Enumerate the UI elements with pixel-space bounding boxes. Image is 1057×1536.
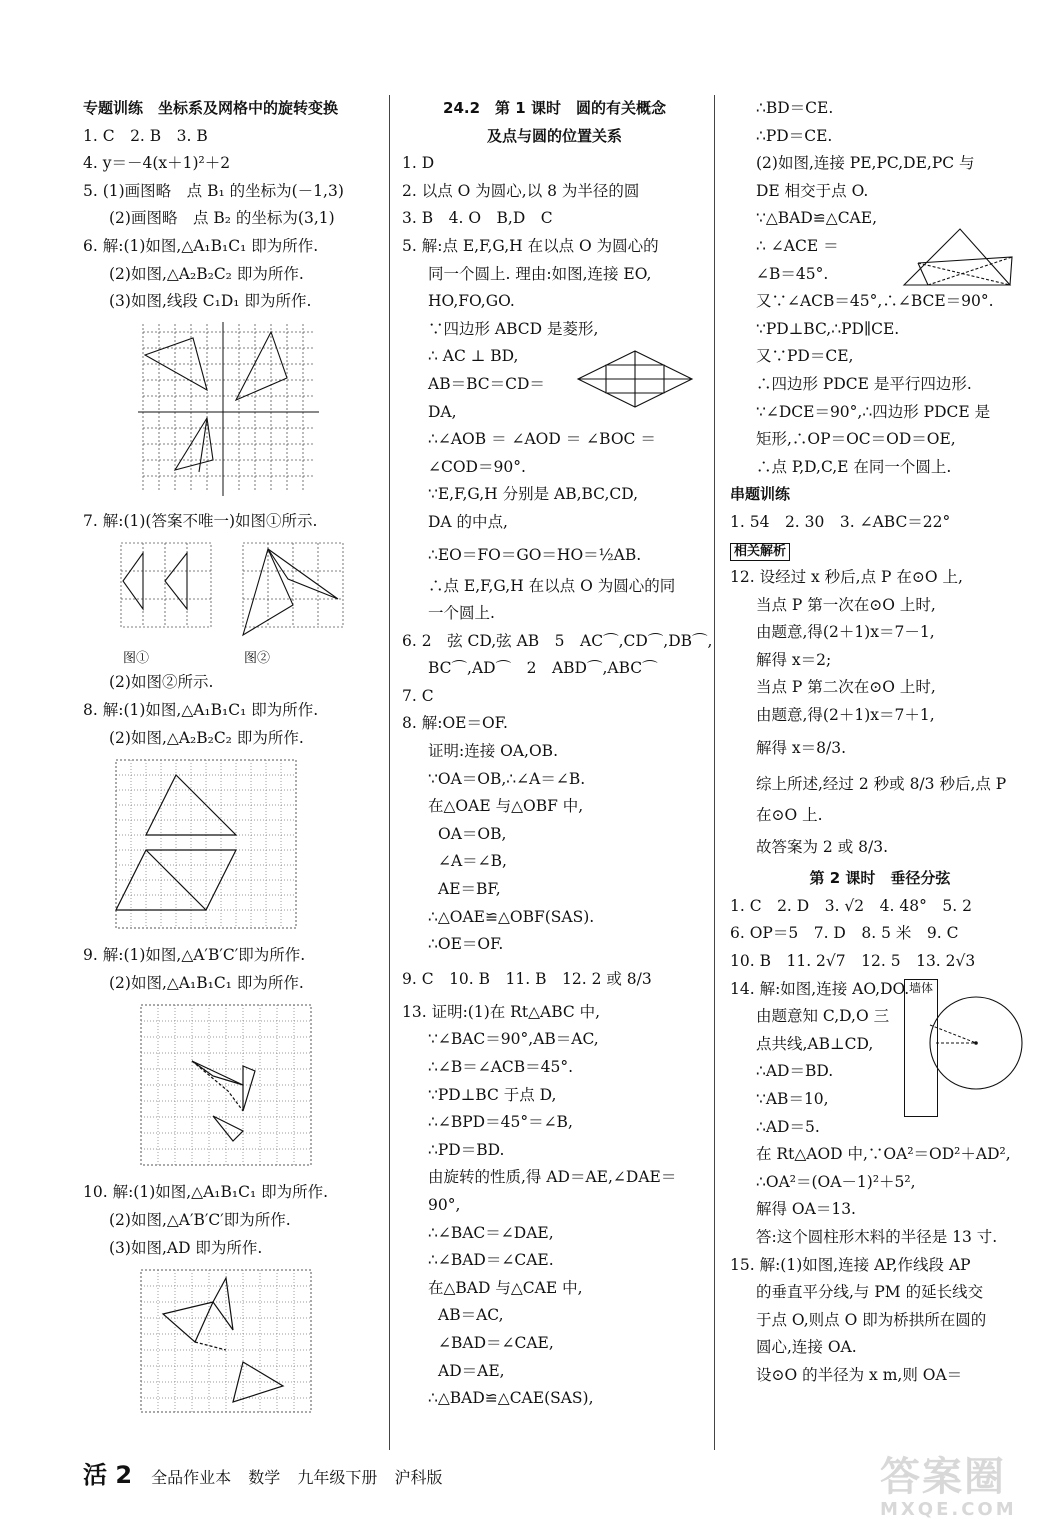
- section-title: 24.2 第 1 课时 圆的有关概念: [443, 99, 666, 117]
- answer-line: ∠COD＝90°.: [428, 457, 526, 476]
- page-footer: [83, 1455, 455, 1490]
- answer-line: (2)画图略 点 B₂ 的坐标为(3,1): [109, 209, 335, 228]
- caption-fig1: 图①: [123, 651, 150, 667]
- related-analysis-tag-row: [730, 537, 1030, 565]
- answer-line: 的垂直平分线,与 PM 的延长线交: [756, 1283, 984, 1302]
- answer-line: ∴BD＝CE.: [756, 99, 834, 117]
- subject: 数学: [248, 1468, 281, 1487]
- figure-q10-grid: [83, 1266, 383, 1416]
- answer-line: 由旋转的性质,得 AD＝AE,∠DAE＝: [428, 1168, 677, 1187]
- column-divider-2: [714, 95, 715, 1450]
- answer-line: 解得 x＝2;: [756, 650, 832, 669]
- answer-line: 综上所述,经过 2 秒或 8/3 秒后,点 P: [756, 774, 1007, 793]
- answer-line: (2)如图,△A₁B₁C₁ 即为所作.: [109, 973, 304, 992]
- answer-line: ∴四边形 PDCE 是平行四边形.: [756, 374, 972, 393]
- figure-circle-wall: [920, 987, 1030, 1107]
- answer-line: ∴△BAD≌△CAE(SAS),: [428, 1389, 594, 1408]
- answer-line: ∴AD＝5.: [756, 1117, 820, 1136]
- answer-line: 于点 O,则点 O 即为桥拱所在圆的: [756, 1310, 987, 1329]
- figure-captions: [83, 647, 383, 669]
- answer-line: 6. 2 弦 CD,弦 AB 5 AC⌒,CD⌒,DB⌒,: [402, 631, 713, 650]
- answer-line: 5. (1)画图略 点 B₁ 的坐标为(－1,3): [83, 181, 344, 200]
- answer-line: 解得 OA＝13.: [756, 1200, 856, 1219]
- answer-line: 又∵∠ACB＝45°,∴∠BCE＝90°.: [756, 292, 994, 311]
- answer-line: ∴∠BAC＝∠DAE,: [428, 1223, 554, 1242]
- answer-line: ∵OA＝OB,∴∠A＝∠B.: [428, 769, 586, 788]
- answer-line: ∴OE＝OF.: [428, 935, 504, 954]
- answer-line: ∴PD＝CE.: [756, 126, 833, 145]
- answer-line: 9. C 10. B 11. B 12. 2 或 8/3: [402, 969, 652, 988]
- answer-line: BC⌒,AD⌒ 2 ABD⌒,ABC⌒: [428, 659, 658, 678]
- system-line: AD＝AE,: [438, 1361, 505, 1380]
- section-title: 专题训练 坐标系及网格中的旋转变换: [83, 99, 339, 117]
- figure-triangle-rectangle: [898, 223, 1023, 293]
- answer-line: ∵∠BAC＝90°,AB＝AC,: [428, 1030, 599, 1049]
- answer-line: (2)如图,连接 PE,PC,DE,PC 与: [756, 154, 975, 173]
- column-2: [402, 95, 713, 1413]
- triangle-block: [730, 205, 1030, 288]
- figure-q6-coordinate-grid: [83, 320, 383, 500]
- answer-line: ∵四边形 ABCD 是菱形,: [428, 319, 599, 338]
- answer-line: 在△OAE 与△OBF 中,: [428, 797, 584, 816]
- answer-line: 10. 解:(1)如图,△A₁B₁C₁ 即为所作.: [83, 1183, 329, 1202]
- answer-line: ∴∠B＝∠ACB＝45°.: [428, 1058, 574, 1076]
- answer-line: 10. B 11. 2√7 12. 5 13. 2√3: [730, 952, 976, 971]
- answer-line: 答:这个圆柱形木料的半径是 13 寸.: [756, 1227, 998, 1246]
- section-title: 第 2 课时 垂径分弦: [809, 869, 951, 888]
- answer-line: (2)如图,△A′B′C′即为所作.: [109, 1210, 291, 1229]
- answer-line: ∴∠AOB ＝ ∠AOD ＝ ∠BOC ＝: [428, 430, 656, 449]
- figure-q9-grid: [83, 1001, 383, 1171]
- answer-line: 13. 证明:(1)在 Rt△ABC 中,: [402, 1002, 601, 1021]
- book-title: 全品作业本: [151, 1468, 232, 1487]
- figure-q8-grid: [83, 756, 383, 934]
- grade: 九年级下册: [297, 1468, 378, 1487]
- answer-line: ∴PD＝BD.: [428, 1140, 505, 1159]
- answer-line: 由题意知 C,D,O 三: [756, 1007, 890, 1026]
- answer-line: 一个圆上.: [428, 604, 495, 623]
- answer-line: ∴∠BAD＝∠CAE.: [428, 1251, 554, 1270]
- answer-line: 当点 P 第二次在⊙O 上时,: [756, 678, 936, 697]
- figure-q7-rotations: [83, 539, 383, 639]
- answer-line: 9. 解:(1)如图,△A′B′C′即为所作.: [83, 946, 306, 965]
- answer-line: ∵E,F,G,H 分别是 AB,BC,CD,: [428, 485, 639, 504]
- answer-line: 1. 54 2. 30 3. ∠ABC＝22°: [730, 512, 951, 531]
- answer-line: 6. OP＝5 7. D 8. 5 米 9. C: [730, 924, 959, 943]
- answer-line: ∴AD＝BD.: [756, 1062, 834, 1081]
- answer-line: ∵△BAD≌△CAE,: [756, 209, 877, 228]
- answer-line: 4. y＝－4(x＋1)²＋2: [83, 154, 231, 173]
- figure-rhombus: [570, 345, 700, 415]
- answer-line: 又∵PD＝CE,: [756, 347, 854, 366]
- answer-line: 14. 解:如图,连接 AO,DO.: [730, 979, 910, 998]
- page-number: 活 2: [83, 1461, 133, 1489]
- answer-line: 在 Rt△AOD 中,∵OA²＝OD²＋AD²,: [756, 1145, 1011, 1164]
- answer-line: ∴点 E,F,G,H 在以点 O 为圆心的同: [428, 576, 676, 595]
- answer-line: 3. B 4. O B,D C: [402, 209, 553, 228]
- wall-label: 墙体: [904, 979, 938, 1117]
- answer-line: 7. C: [402, 686, 434, 705]
- section-subtitle: 及点与圆的位置关系: [486, 126, 622, 145]
- answer-line: 矩形,∴OP＝OC＝OD＝OE,: [756, 430, 956, 449]
- system-line: ∠A＝∠B,: [438, 852, 507, 871]
- answer-line: 7. 解:(1)(答案不唯一)如图①所示.: [83, 511, 318, 530]
- answer-line: 8. 解:(1)如图,△A₁B₁C₁ 即为所作.: [83, 700, 319, 719]
- answer-line: 6. 解:(1)如图,△A₁B₁C₁ 即为所作.: [83, 236, 319, 255]
- answer-line: ∴ AC ⊥ BD,: [428, 347, 519, 366]
- answer-line: 90°,: [428, 1195, 461, 1214]
- answer-line: AB＝BC＝CD＝: [428, 374, 545, 393]
- answer-line: 故答案为 2 或 8/3.: [756, 838, 889, 857]
- answer-line: ∵AB＝10,: [756, 1090, 829, 1108]
- system-line: OA＝OB,: [438, 824, 507, 843]
- rhombus-block: [402, 343, 707, 426]
- answer-line: (3)如图,线段 C₁D₁ 即为所作.: [109, 292, 312, 311]
- answer-line: 15. 解:(1)如图,连接 AP,作线段 AP: [730, 1255, 971, 1274]
- answer-line: ∵PD⊥BC,∴PD∥CE.: [756, 319, 900, 338]
- related-analysis-tag: 相关解析: [730, 543, 790, 561]
- answer-line: ∠B＝45°.: [756, 264, 829, 283]
- answer-line: 在△BAD 与△CAE 中,: [428, 1278, 583, 1297]
- answer-line: DE 相交于点 O.: [756, 181, 869, 200]
- section-title: 串题训练: [730, 485, 791, 504]
- answer-line: 2. 以点 O 为圆心,以 8 为半径的圆: [402, 181, 640, 200]
- answer-line: (2)如图②所示.: [109, 673, 214, 692]
- watermark-line2: MXQE.COM: [880, 1499, 1017, 1520]
- answer-line: 8. 解:OE＝OF.: [402, 714, 508, 733]
- answer-line: 同一个圆上. 理由:如图,连接 EO,: [428, 264, 652, 283]
- answer-line: 设⊙O 的半径为 x m,则 OA＝: [756, 1365, 963, 1384]
- system-line: AB＝AC,: [438, 1306, 504, 1325]
- answer-line: (2)如图,△A₂B₂C₂ 即为所作.: [109, 728, 304, 747]
- answer-line: 1. C 2. D 3. √2 4. 48° 5. 2: [730, 896, 972, 915]
- answer-line: 点共线,AB⊥CD,: [756, 1034, 874, 1053]
- watermark-line1: 答案圈: [880, 1454, 1006, 1500]
- answer-line: 由题意,得(2＋1)x＝7－1,: [756, 623, 935, 642]
- answer-line: 在⊙O 上.: [756, 805, 823, 824]
- answer-line: ∴EO＝FO＝GO＝HO＝½AB.: [428, 545, 642, 564]
- answer-line: 1. D: [402, 154, 435, 173]
- answer-line: ∴∠BPD＝45°＝∠B,: [428, 1113, 573, 1132]
- answer-line: HO,FO,GO.: [428, 292, 515, 311]
- answer-line: 12. 设经过 x 秒后,点 P 在⊙O 上,: [730, 568, 963, 587]
- answer-line: ∴△OAE≌△OBF(SAS).: [428, 907, 595, 926]
- answer-line: ∴ ∠ACE ＝: [756, 236, 839, 255]
- column-3: [730, 95, 1030, 1390]
- system-line: AE＝BF,: [438, 880, 501, 899]
- answer-line: 证明:连接 OA,OB.: [428, 742, 559, 761]
- answer-line: DA,: [428, 402, 457, 421]
- answer-line: 5. 解:点 E,F,G,H 在以点 O 为圆心的: [402, 236, 659, 255]
- answer-line: ∵∠DCE＝90°,∴四边形 PDCE 是: [756, 402, 991, 421]
- answer-line: ∵PD⊥BC 于点 D,: [428, 1085, 557, 1104]
- column-divider-1: [389, 95, 390, 1450]
- answer-line: (3)如图,AD 即为所作.: [109, 1238, 263, 1257]
- system-line: ∠BAD＝∠CAE,: [438, 1333, 554, 1352]
- edition: 沪科版: [394, 1468, 443, 1487]
- answer-line: 当点 P 第一次在⊙O 上时,: [756, 595, 936, 614]
- watermark: [880, 1455, 1017, 1520]
- answer-line: 1. C 2. B 3. B: [83, 126, 208, 145]
- answer-line: ∴OA²＝(OA－1)²＋5²,: [756, 1172, 916, 1191]
- answer-line: 由题意,得(2＋1)x＝7＋1,: [756, 706, 935, 725]
- column-1: [83, 95, 383, 1424]
- answer-line: (2)如图,△A₂B₂C₂ 即为所作.: [109, 264, 304, 283]
- answer-line: ∴点 P,D,C,E 在同一个圆上.: [756, 457, 952, 476]
- answer-line: DA 的中点,: [428, 512, 508, 531]
- answer-line: 圆心,连接 OA.: [756, 1338, 857, 1357]
- answer-line: 解得 x＝8/3.: [756, 738, 847, 757]
- caption-fig2: 图②: [244, 651, 271, 667]
